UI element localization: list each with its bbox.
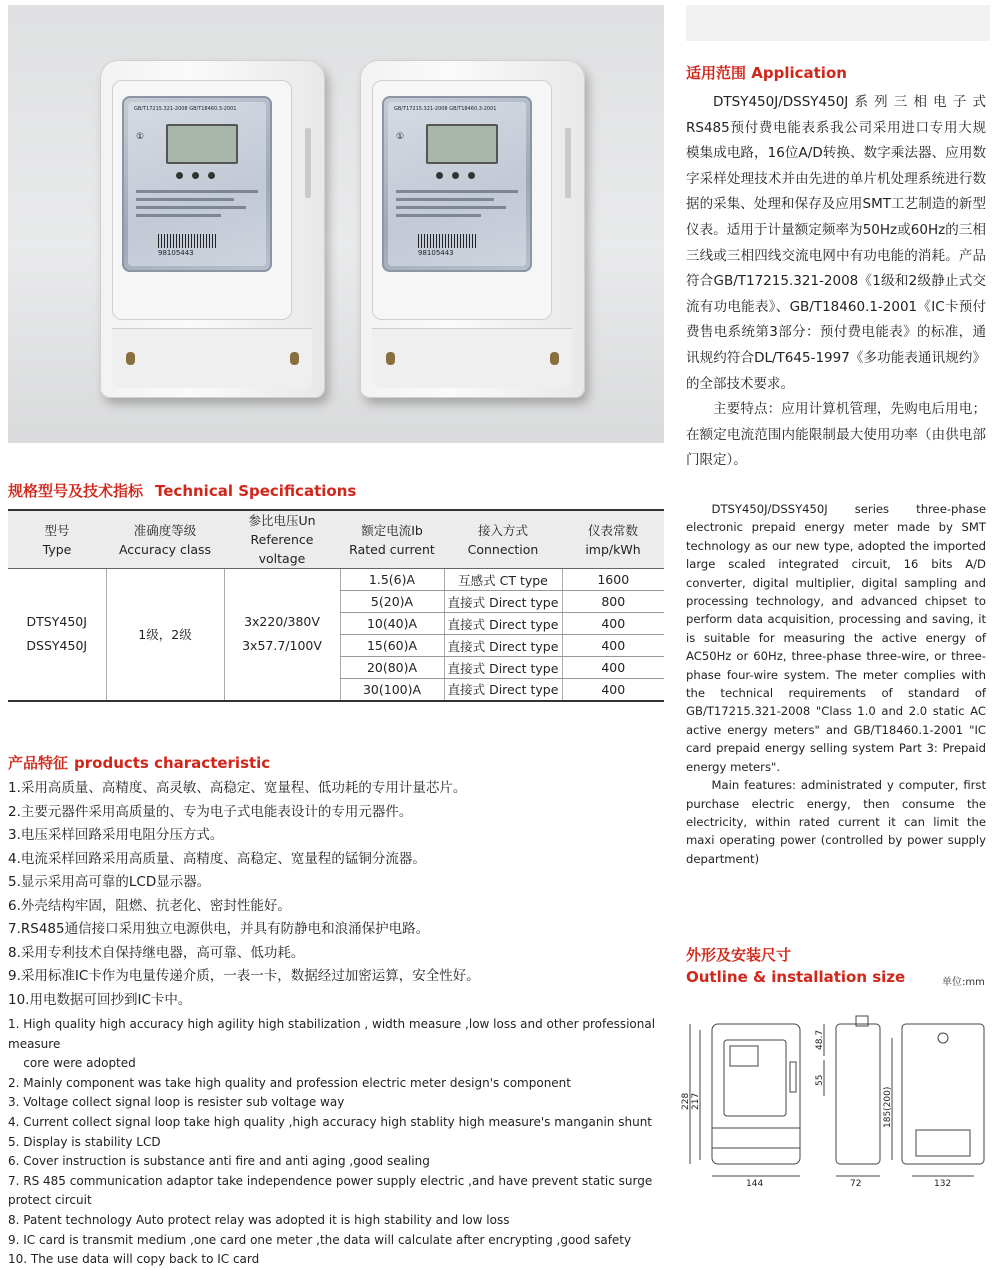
features-heading-en: products characteristic (74, 754, 271, 772)
outline-heading-cn: 外形及安装尺寸 (686, 946, 792, 964)
list-item: 10. The use data will copy back to IC card (8, 1252, 260, 1267)
list-item: 7.RS485通信接口采用独立电源供电，并具有防静电和浪涌保护电路。 (8, 921, 430, 937)
meter-standard-label: GB/T17215.321-2008 GB/T18460.3-2001 (394, 106, 497, 112)
header-type: 型号 Type (8, 510, 106, 569)
list-item: 5.显示采用高可靠的LCD显示器。 (8, 874, 211, 890)
dim-mount-height: 185(200) (883, 1086, 893, 1128)
outline-heading (686, 944, 905, 988)
outline-heading-en: Outline & installation size (686, 968, 906, 986)
application-heading (686, 62, 847, 83)
specs-heading (8, 480, 356, 501)
lcd-display (426, 124, 498, 164)
current-cell: 1.5(6)A (340, 569, 444, 591)
list-item: 4.电流采样回路采用高质量、高精度、高稳定、宽量程的锰铜分流器。 (8, 850, 426, 867)
application-text-cn (686, 90, 986, 474)
card-slot (305, 128, 311, 198)
list-item: 3.电压采样回路采用电阻分压方式。 (8, 827, 224, 843)
lcd-display (166, 124, 238, 164)
connection-cell: 直接式 Direct type (444, 657, 562, 679)
list-item: 3. Voltage collect signal loop is resister sub voltage way (8, 1095, 345, 1110)
header-connection: 接入方式 Connection (444, 510, 562, 569)
application-heading-cn: 适用范围 (686, 64, 747, 82)
list-item: 7. RS 485 communication adaptor take independence power supply electric ,and have prevent static surge protect circuit (8, 1173, 653, 1208)
list-item: 10.用电数据可回抄到IC卡中。 (8, 991, 192, 1008)
table-row (8, 569, 664, 591)
features-list-en (8, 1015, 668, 1270)
back-view (883, 1024, 984, 1189)
connection-cell: 直接式 Direct type (444, 635, 562, 657)
meter-mark: ① (396, 132, 405, 142)
header-voltage: 参比电压Un Reference voltage (224, 510, 340, 569)
list-item: 8. Patent technology Auto protect relay was adopted it is high stability and low loss (8, 1212, 510, 1227)
dim-height-top: 48.7 (815, 1029, 825, 1050)
meter-mark: ① (136, 132, 145, 142)
list-item: 6.外壳结构牢固，阻燃、抗老化、密封性能好。 (8, 897, 291, 914)
dim-depth: 72 (850, 1179, 862, 1189)
unit-label: 单位:mm (942, 977, 985, 988)
list-item: core were adopted (8, 1056, 136, 1071)
connection-cell: 直接式 Direct type (444, 679, 562, 701)
current-cell: 15(60)A (340, 635, 444, 657)
application-text-en (686, 500, 986, 868)
barcode (418, 234, 478, 248)
spec-table (8, 509, 664, 702)
constant-cell: 400 (562, 613, 664, 635)
current-cell: 10(40)A (340, 613, 444, 635)
constant-cell: 400 (562, 657, 664, 679)
outline-drawing (676, 1010, 990, 1190)
constant-cell: 400 (562, 635, 664, 657)
type-dtsy450j: DTSY450J (26, 614, 87, 630)
current-cell: 20(80)A (340, 657, 444, 679)
features-heading-cn: 产品特征 (8, 754, 69, 772)
dim-mount-width: 132 (934, 1179, 952, 1189)
meter-serial: 98105443 (418, 249, 454, 257)
product-photo (8, 5, 664, 443)
side-view (815, 1016, 880, 1189)
header-accuracy: 准确度等级 Accuracy class (106, 510, 224, 569)
meter-standard-label: GB/T17215.321-2008 GB/T18460.3-2001 (134, 106, 237, 112)
header-bar (686, 5, 990, 41)
list-item: 2.主要元器件采用高质量的、专为电子式电能表设计的专用元器件。 (8, 803, 413, 820)
list-item: 6. Cover instruction is substance anti fire and anti aging ,good sealing (8, 1154, 430, 1169)
connection-cell: 互感式 CT type (444, 569, 562, 591)
specs-heading-cn: 规格型号及技术指标 (8, 482, 144, 500)
voltage-cell (224, 569, 340, 701)
list-item: 1.采用高质量、高精度、高灵敏、高稳定、宽量程、低功耗的专用计量芯片。 (8, 780, 467, 796)
application-paragraph: 主要特点：应用计算机管理，先购电后用电；在额定电流范围内能限制最大使用功率（由供电部门限定）。 (686, 401, 986, 469)
type-dssy450j: DSSY450J (26, 638, 88, 654)
spec-table-header (8, 510, 664, 569)
application-paragraph: Main features: administrated y computer, first purchase electric energy, then consume the electricity, within rated current it can limit the maxi operating power (controlled by power supply department) (686, 778, 986, 866)
front-view (681, 1024, 800, 1189)
application-paragraph: DTSY450J/DSSY450J series three-phase electronic prepaid energy meter made by SMT technology as our new type, adopted the imported large scaled integrated circuit, 16 bits A/D converter, digital multiplier, digital sampling and processing technology, and advanced chipset to perform data acquisition, processing and saving, it is suitable for measuring the active energy of AC50Hz or 60Hz, three-phase three-wire, or three-phase four-wire system. The meter complies with the technical requirements of standard of GB/T17215.321-2008 "Class 1.0 and 2.0 static AC active energy meters" and GB/T18460.1-2001 "IC card prepaid energy selling system Part 3: Prepaid energy meters". (686, 502, 986, 774)
meter-image-dtsy450j (100, 60, 325, 398)
current-cell: 5(20)A (340, 591, 444, 613)
constant-cell: 1600 (562, 569, 664, 591)
connection-cell: 直接式 Direct type (444, 613, 562, 635)
constant-cell: 400 (562, 679, 664, 701)
meter-image-dssy450j (360, 60, 585, 398)
constant-cell: 800 (562, 591, 664, 613)
voltage-2: 3x57.7/100V (242, 638, 322, 654)
features-list-cn (8, 777, 664, 1012)
dim-height-mid: 55 (815, 1074, 825, 1086)
accuracy-cell: 1级，2级 (106, 569, 224, 701)
list-item: 2. Mainly component was take high quality and profession electric meter design's component (8, 1075, 571, 1090)
list-item: 9.采用标准IC卡作为电量传递介质，一表一卡，数据经过加密运算，安全性好。 (8, 968, 480, 984)
specs-heading-en: Technical Specifications (155, 482, 357, 500)
list-item: 1. High quality high accuracy high agility high stabilization , width measure ,low loss and other professional measure (8, 1017, 656, 1051)
dim-width: 144 (746, 1179, 764, 1189)
current-cell: 30(100)A (340, 679, 444, 701)
features-heading (8, 752, 270, 773)
voltage-1: 3x220/380V (244, 614, 320, 630)
list-item: 8.采用专利技术自保持继电器，高可靠、低功耗。 (8, 944, 305, 961)
header-constant: 仪表常数 imp/kWh (562, 510, 664, 569)
header-current: 额定电流Ib Rated current (340, 510, 444, 569)
list-item: 9. IC card is transmit medium ,one card one meter ,the data will calculate after encrypting ,good safety (8, 1232, 632, 1247)
connection-cell: 直接式 Direct type (444, 591, 562, 613)
barcode (158, 234, 218, 248)
list-item: 4. Current collect signal loop take high quality ,high accuracy high stablity high measure's manganin shunt (8, 1114, 653, 1129)
application-paragraph: DTSY450J/DSSY450J系列三相电子式RS485预付费电能表系我公司采用进口专用大规模集成电路，16位A/D转换、数字乘法器、应用数字采样处理技术并由先进的单片机处理系统进行数据的采集、处理和保存及应用SMT工艺制造的新型仪表。适用于计量额定频率为50Hz或60Hz的三相三线或三相四线交流电网中有功电能的消耗。产品符合GB/T17215.321-2008《1级和2级静止式交流有功电能表》、GB/T18460.1-2001《IC卡预付费售电系统第3部分：预付费电能表》的标准，通讯规约符合DL/T645-1997《多功能表通讯规约》的全部技术要求。 (686, 94, 986, 392)
type-cell (8, 569, 106, 701)
meter-serial: 98105443 (158, 249, 194, 257)
application-heading-en: Application (751, 64, 847, 82)
dim-height-total: 228 (681, 1092, 691, 1110)
card-slot (565, 128, 571, 198)
list-item: 5. Display is stability LCD (8, 1134, 161, 1149)
dim-height-body: 217 (691, 1092, 701, 1110)
